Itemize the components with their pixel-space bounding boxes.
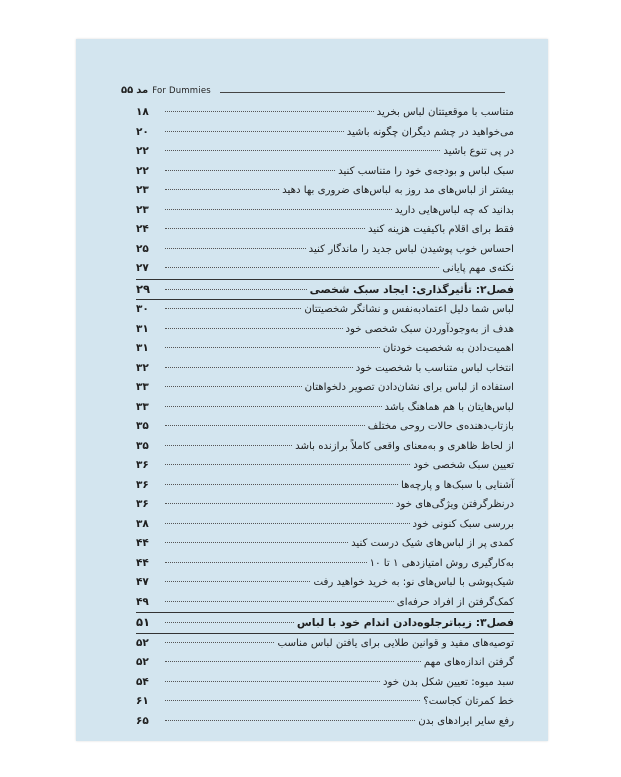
toc-entry <box>136 554 514 574</box>
toc-entry <box>136 378 514 398</box>
page-number: ۵۵ <box>121 85 134 96</box>
leader-dots <box>165 581 310 582</box>
toc-entry <box>136 220 514 240</box>
toc-entry-page-number: ۲۳ <box>136 184 149 196</box>
leader-dots <box>165 386 302 387</box>
toc-entry-title: کمک‌گرفتن از افراد حرفه‌ای <box>396 596 514 608</box>
toc-entry-page-number: ۳۶ <box>136 498 149 510</box>
toc-entry-title: توصیه‌های مفید و قوانین طلایی برای یافتن لباس مناسب <box>277 637 514 649</box>
toc-entry-page-number: ۳۵ <box>136 420 149 432</box>
toc-group-1 <box>136 103 514 279</box>
toc-entry-page-number: ۲۷ <box>136 262 149 274</box>
toc-entry-title: رفع سایر ایرادهای بدن <box>418 715 514 727</box>
toc-entry-title: احساس خوب پوشیدن لباس جدید را ماندگار کنید <box>308 243 514 255</box>
toc-entry-title: سبک لباس و بودجه‌ی خود را متناسب کنید <box>338 165 514 177</box>
leader-dots <box>165 228 365 229</box>
toc-entry-title: انتخاب لباس متناسب با شخصیت خود <box>355 362 514 374</box>
toc-entry-page-number: ۲۴ <box>136 223 149 235</box>
leader-dots <box>165 209 392 210</box>
toc-entry-title: نکته‌ی مهم پایانی <box>442 263 514 274</box>
leader-dots <box>165 622 294 623</box>
toc-entry-page-number: ۲۲ <box>136 164 149 177</box>
toc-entry-title: لباس شما دلیل اعتمادبه‌نفس و نشانگر شخصیتتان <box>304 304 514 315</box>
chapter-page-number: ۵۱ <box>136 615 151 629</box>
leader-dots <box>165 642 274 643</box>
toc-entry-page-number: ۱۸ <box>136 106 149 118</box>
toc-entry <box>136 201 514 221</box>
header-rule <box>220 92 505 93</box>
toc-entry-title: بررسی سبک کنونی خود <box>412 518 514 530</box>
toc-entry-title: لباس‌هایتان با هم هماهنگ باشد <box>384 401 514 413</box>
table-of-contents <box>136 103 514 731</box>
toc-entry-page-number: ۳۳ <box>136 400 149 413</box>
toc-entry-page-number: ۶۱ <box>136 695 149 707</box>
leader-dots <box>165 111 374 112</box>
toc-entry-page-number: ۳۶ <box>136 459 149 471</box>
toc-entry-title: فقط برای اقلام باکیفیت هزینه کنید <box>367 224 514 235</box>
leader-dots <box>165 367 353 368</box>
toc-entry-page-number: ۴۷ <box>136 576 149 588</box>
toc-entry-page-number: ۴۹ <box>136 595 149 608</box>
toc-entry <box>136 142 514 162</box>
toc-entry-title: آشنایی با سبک‌ها و پارچه‌ها <box>401 479 514 491</box>
toc-entry <box>136 240 514 260</box>
toc-entry <box>136 692 514 712</box>
toc-entry-title: خط کمرتان کجاست؟ <box>423 696 514 707</box>
book-page <box>76 39 548 741</box>
toc-entry-title: درنظرگرفتن ویژگی‌های خود <box>395 499 514 510</box>
toc-entry-page-number: ۵۴ <box>136 675 149 688</box>
toc-entry-title: گرفتن اندازه‌های مهم <box>423 657 514 668</box>
toc-entry-title: بیشتر از لباس‌های مد روز به لباس‌های ضروری بها دهید <box>282 185 514 196</box>
toc-entry-page-number: ۵۲ <box>136 636 149 649</box>
toc-entry <box>136 359 514 379</box>
leader-dots <box>165 681 380 682</box>
toc-entry <box>136 456 514 476</box>
toc-entry <box>136 573 514 593</box>
toc-entry-page-number: ۳۱ <box>136 322 149 335</box>
toc-entry-title: شیک‌پوشی با لباس‌های نو: به خرید خواهید رفت <box>313 577 514 588</box>
toc-entry <box>136 339 514 359</box>
leader-dots <box>165 170 335 171</box>
toc-entry-page-number: ۴۴ <box>136 537 149 549</box>
toc-entry-page-number: ۳۲ <box>136 361 149 374</box>
toc-entry-title: سبد میوه: تعیین شکل بدن خود <box>382 676 514 688</box>
toc-group-3 <box>136 634 514 732</box>
toc-entry <box>136 123 514 143</box>
toc-entry-page-number: ۶۵ <box>136 714 149 727</box>
leader-dots <box>165 464 410 465</box>
toc-entry-title: متناسب با موقعیتتان لباس بخرید <box>376 107 514 118</box>
leader-dots <box>165 267 439 268</box>
toc-entry-page-number: ۲۳ <box>136 203 149 216</box>
toc-entry-page-number: ۵۲ <box>136 656 149 668</box>
toc-entry-title: می‌خواهید در چشم دیگران چگونه باشید <box>346 126 514 138</box>
leader-dots <box>165 425 365 426</box>
toc-entry-page-number: ۳۰ <box>136 303 149 315</box>
toc-entry-title: اهمیت‌دادن به شخصیت خودتان <box>382 343 514 354</box>
toc-entry-page-number: ۳۱ <box>136 342 149 354</box>
toc-entry <box>136 300 514 320</box>
toc-entry-title: هدف از به‌وجودآوردن سبک شخصی خود <box>345 323 514 335</box>
toc-entry-title: بازتاب‌دهنده‌ی حالات روحی مختلف <box>367 421 514 432</box>
toc-entry-page-number: ۳۸ <box>136 517 149 530</box>
toc-entry-page-number: ۲۰ <box>136 125 149 138</box>
leader-dots <box>165 601 394 602</box>
toc-group-2 <box>136 300 514 612</box>
toc-entry <box>136 162 514 182</box>
leader-dots <box>165 150 440 151</box>
leader-dots <box>165 503 393 504</box>
section-mark: مد <box>136 85 149 96</box>
toc-entry-page-number: ۳۵ <box>136 439 149 452</box>
toc-entry-page-number: ۴۴ <box>136 556 149 569</box>
leader-dots <box>165 562 367 563</box>
toc-entry <box>136 259 514 279</box>
leader-dots <box>165 661 421 662</box>
toc-entry <box>136 495 514 515</box>
leader-dots <box>165 542 348 543</box>
toc-entry <box>136 181 514 201</box>
toc-entry-title: تعیین سبک شخصی خود <box>413 460 514 471</box>
leader-dots <box>165 445 292 446</box>
leader-dots <box>165 347 380 348</box>
toc-chapter-3 <box>136 613 514 633</box>
toc-entry-title: بدانید که چه لباس‌هایی دارید <box>394 204 514 216</box>
toc-entry <box>136 103 514 123</box>
chapter-title: فصل۳: زیباترجلوه‌دادن اندام خود با لباس <box>296 616 514 629</box>
chapter-title: فصل۲: تأثیرگذاری: ایجاد سبک شخصی <box>309 282 514 296</box>
toc-entry-title: از لحاظ ظاهری و به‌معنای واقعی کاملاً برازنده باشد <box>295 440 514 452</box>
toc-entry <box>136 593 514 613</box>
leader-dots <box>165 700 420 701</box>
leader-dots <box>165 131 344 132</box>
toc-entry <box>136 534 514 554</box>
toc-entry <box>136 437 514 457</box>
toc-entry <box>136 634 514 654</box>
toc-entry <box>136 476 514 496</box>
toc-entry-page-number: ۲۲ <box>136 145 149 157</box>
toc-entry <box>136 515 514 535</box>
leader-dots <box>165 328 343 329</box>
running-header <box>121 80 509 96</box>
leader-dots <box>165 289 307 290</box>
toc-entry-page-number: ۳۶ <box>136 478 149 491</box>
toc-entry <box>136 398 514 418</box>
toc-entry <box>136 417 514 437</box>
toc-entry-title: به‌کارگیری روش امتیازدهی ۱ تا ۱۰ <box>369 557 514 569</box>
leader-dots <box>165 308 301 309</box>
book-brand: For Dummies <box>152 86 211 96</box>
toc-entry-title: کمدی پر از لباس‌های شیک درست کنید <box>351 538 514 549</box>
leader-dots <box>165 248 306 249</box>
toc-entry <box>136 712 514 732</box>
chapter-page-number: ۲۹ <box>136 281 151 296</box>
toc-entry <box>136 653 514 673</box>
leader-dots <box>165 523 410 524</box>
leader-dots <box>165 189 279 190</box>
leader-dots <box>165 484 398 485</box>
toc-entry <box>136 673 514 693</box>
toc-entry-title: استفاده از لباس برای نشان‌دادن تصویر دلخواهتان <box>304 382 514 393</box>
toc-entry-page-number: ۲۵ <box>136 242 149 255</box>
toc-entry-page-number: ۳۳ <box>136 381 149 393</box>
toc-chapter-2 <box>136 280 514 300</box>
leader-dots <box>165 720 415 721</box>
toc-entry <box>136 320 514 340</box>
leader-dots <box>165 406 382 407</box>
toc-entry-title: در پی تنوع باشید <box>443 146 514 157</box>
